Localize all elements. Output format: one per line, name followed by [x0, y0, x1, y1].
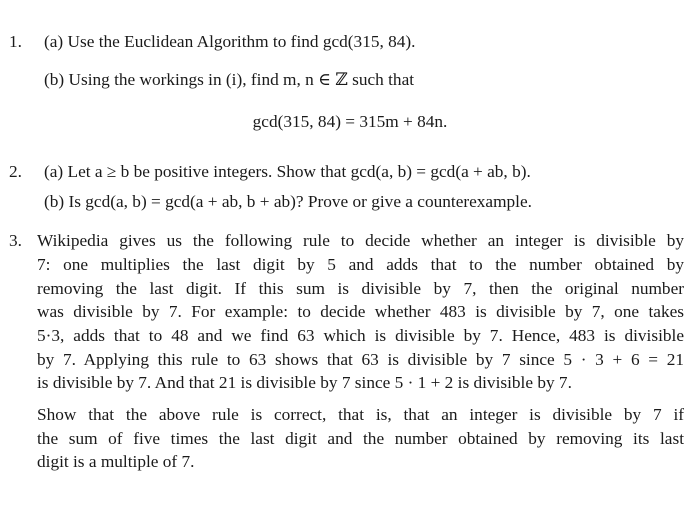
problem-2b-text: Is gcd(a, b) = gcd(a + ab, b + ab)? Prove or give a counterexample. — [68, 192, 532, 211]
problem-2-number: 2. — [9, 162, 22, 181]
problem-3-line-3: removing the last digit. If this sum is divisible by 7, then the original number — [37, 279, 684, 298]
problem-3-para2-line-2: the sum of five times the last digit and the number obtained by removing its last — [37, 429, 684, 448]
problem-3-number: 3. — [9, 231, 22, 250]
problem-3-line-2: 7: one multiplies the last digit by 5 and adds that to the number obtained by — [37, 255, 684, 274]
display-equation: gcd(315, 84) = 315m + 84n. — [252, 112, 448, 131]
problem-1a-text: Use the Euclidean Algorithm to find gcd(315, 84). — [67, 32, 416, 51]
problem-2b-label: (b) — [44, 192, 65, 211]
problem-2a — [44, 160, 531, 184]
problem-3-line-7: is divisible by 7. And that 21 is divisible by 7 since 5 · 1 + 2 is divisible by 7. — [37, 373, 572, 392]
problem-2b — [44, 190, 532, 214]
problem-1-number: 1. — [9, 32, 22, 51]
problem-1b — [44, 68, 414, 92]
problem-3-line-6: by 7. Applying this rule to 63 shows that 63 is divisible by 7 since 5 · 3 + 6 = 21 — [37, 350, 684, 369]
problem-3-para2-line-1: Show that the above rule is correct, that is, that an integer is divisible by 7 if — [37, 405, 684, 424]
problem-1a-label: (a) — [44, 32, 64, 51]
problem-3-para2-line-3: digit is a multiple of 7. — [37, 452, 195, 471]
problem-3-line-1: Wikipedia gives us the following rule to decide whether an integer is divisible by — [37, 231, 684, 250]
problem-1b-text: Using the workings in (i), find m, n ∈ ℤ such that — [68, 70, 415, 89]
problem-1a — [44, 30, 415, 54]
problem-1b-label: (b) — [44, 70, 65, 89]
problem-3-line-4: was divisible by 7. For example: to decide whether 483 is divisible by 7, one takes — [37, 302, 684, 321]
problem-3-line-5: 5·3, adds that to 48 and we find 63 which is divisible by 7. Hence, 483 is divisible — [37, 326, 684, 345]
problem-2a-label: (a) — [44, 162, 64, 181]
problem-2a-text: Let a ≥ b be positive integers. Show that gcd(a, b) = gcd(a + ab, b). — [67, 162, 531, 181]
